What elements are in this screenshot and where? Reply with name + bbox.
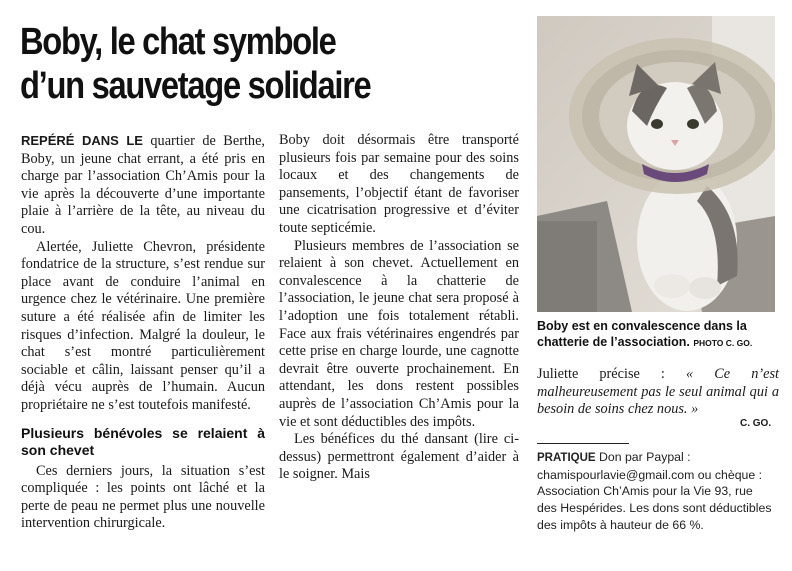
paragraph-6: Les bénéfices du thé dansant (lire ci-dessus) permettront également d’aider à le soigner. Mais: [279, 431, 519, 483]
quote-block: [537, 366, 779, 419]
headline-line-1: Boby, le chat symbole: [20, 21, 336, 63]
pratique-box: [537, 449, 775, 534]
cat-photo: [537, 16, 775, 312]
quote-text: « Ce n’est malheureusement pas le seul animal qui a besoin de soins chez nous. »: [537, 366, 779, 417]
quote-paragraph: [537, 366, 779, 419]
paragraph-1: [21, 132, 265, 239]
paragraph-2: Alertée, Juliette Chevron, présidente fondatrice de la structure, s’est rendue sur place avant de conduire l’animal en urgence chez le vétérinaire. Une première suture a été réalisée afin de limiter les risques d’infection. Malgré la douleur, le chat s’est montré particulièrement sociable et câlin, laissant penser qu’il a déjà vécu auprès de l’humain. Aucun propriétaire ne s’est toutefois manifesté.: [21, 238, 265, 413]
paragraph-4: Boby doit désormais être transporté plusieurs fois par semaine pour des soins locaux et des changements de pansements, l’objectif étant de favoriser une cicatrisation progressive et d’éviter toute septicémie.: [279, 132, 519, 236]
paragraph-3: Ces derniers jours, la situation s’est compliquée : les points ont lâché et la perte de peau ne permet plus une nouvelle intervention chirurgicale.: [21, 462, 265, 532]
caption-text: Boby est en convalescence dans la chatterie de l’association.: [537, 319, 747, 349]
paragraph-1-text: quartier de Berthe, Boby, un jeune chat errant, a été pris en charge par l’association Ch’Amis pour la vie après la découverte d’une importante plaie à l’arrière de la tête, au niveau du cou.: [21, 133, 265, 237]
divider: [537, 443, 629, 444]
pratique-text: Don par Paypal : chamispourlavie@gmail.com ou chèque : Association Ch’Amis pour la Vie 93, rue des Hespérides. Les dons sont déductibles des impôts à hauteur de 66 %.: [537, 450, 772, 532]
section-subhead: Plusieurs bénévoles se relaient à son chevet: [21, 424, 265, 458]
paragraph-5: Plusieurs membres de l’association se relaient à son chevet. Actuellement en convalescence à la chatterie de l’association, le jeune chat sera proposé à l’adoption une fois totalement rétabli. Face aux frais vétérinaires engendrés par cette prise en charge lourde, une cagnotte devrait être ouverte prochainement. En attendant, les dons restent possibles auprès de l’association Ch’Amis pour la vie et sont déductibles des impôts.: [279, 237, 519, 430]
author-signature: C. GO.: [740, 418, 772, 429]
article-column-2: [279, 132, 519, 484]
kicker: REPÉRÉ DANS LE: [21, 133, 143, 148]
quote-intro: Juliette précise :: [537, 366, 665, 382]
cat-illustration: [537, 16, 775, 312]
article-headline: [20, 20, 450, 108]
headline-line-2: d’un sauvetage solidaire: [20, 65, 371, 107]
photo-caption: [537, 318, 777, 351]
pratique-label: PRATIQUE: [537, 452, 596, 464]
article-column-1: [21, 132, 265, 533]
photo-credit: PHOTO C. GO.: [693, 338, 753, 348]
